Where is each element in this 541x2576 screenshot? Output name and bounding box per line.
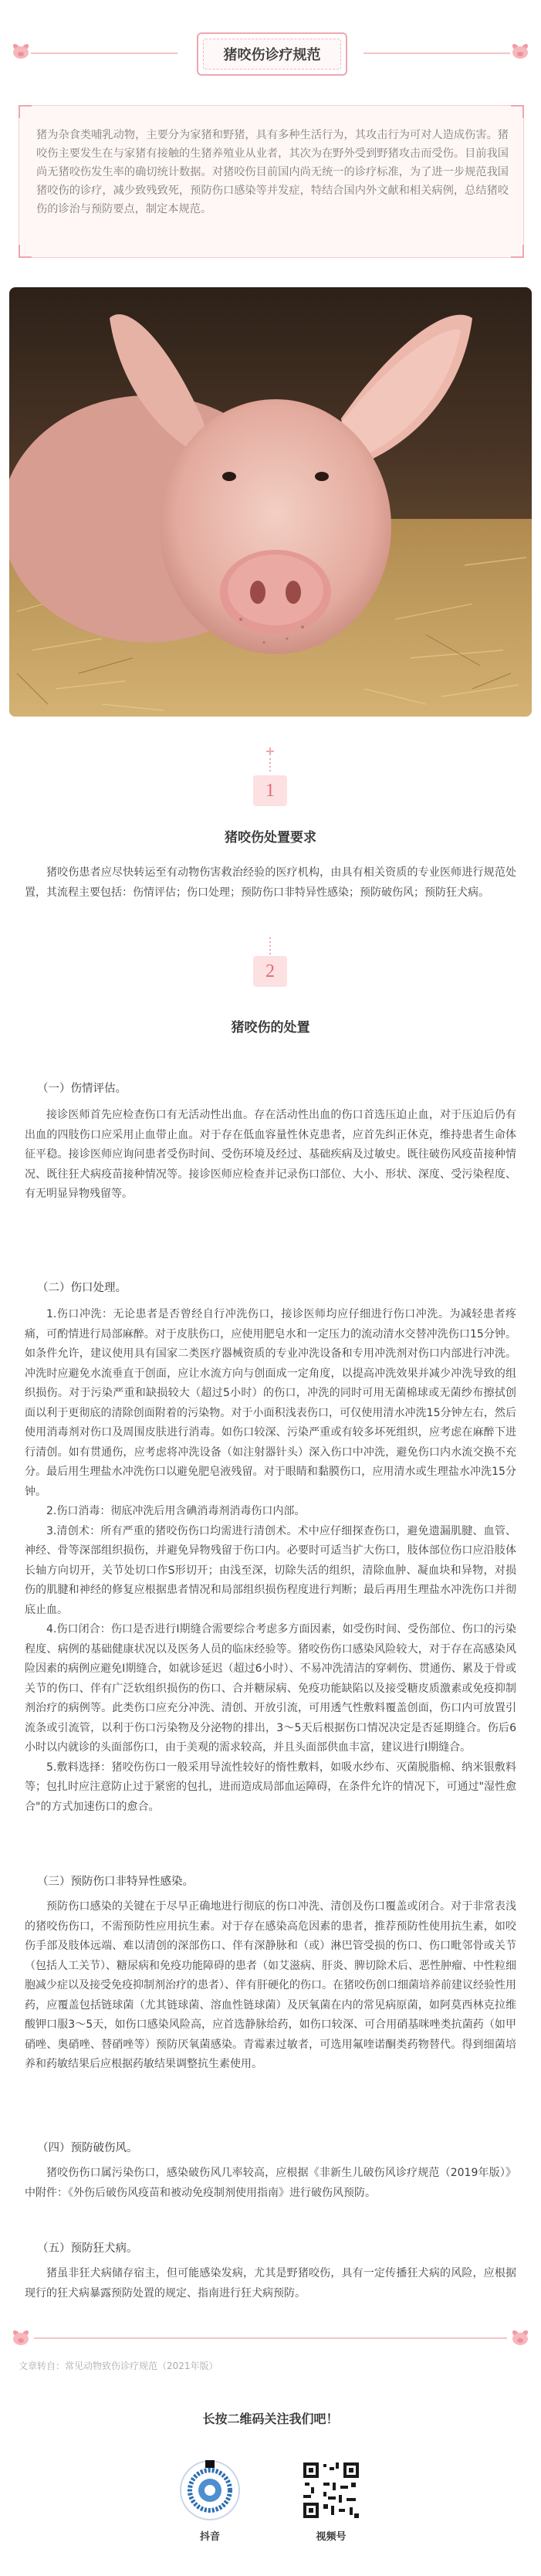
- corner-bracket-icon: [19, 244, 32, 258]
- section-1-heading: 猪咬伤处置要求: [225, 830, 316, 846]
- douyin-label: 抖音: [199, 2531, 220, 2543]
- pig-photo: [9, 287, 532, 717]
- subheading-infection: （三）预防伤口非特异性感染。: [37, 1876, 194, 1888]
- dotted-line: [269, 758, 271, 774]
- title-banner: [0, 28, 541, 82]
- pig-icon: [11, 2330, 31, 2347]
- wound-body: [25, 1305, 516, 1817]
- section-1-marker: [246, 747, 294, 819]
- infection-body: [25, 1897, 516, 2075]
- page-title: 猪咬伤诊疗规范: [203, 39, 341, 69]
- subheading-wound: （二）伤口处理。: [37, 1282, 127, 1294]
- infection-paragraph: 预防伤口感染的关键在于尽早正确地进行彻底的伤口冲洗、清创及伤口覆盖或闭合。对于非常表浅的猪咬伤伤口，不需预防性应用抗生素。对于存在感染高危因素的患者，推荐预防性使用抗生素，如咬伤手部及肢体远端、难以清创的深部伤口、伴有深静脉和（或）淋巴管受损的伤口、伤口毗邻骨或关节（包括人工关节）、糖尿病和免疫功能障碍的患者（如艾滋病、肝炎、脾切除术后、恶性肿瘤、中性粒细胞减少症以及接受免疫抑制剂治疗的患者）、伴有肝硬化的伤口。在猪咬伤创口细菌培养前建议经验性用药，应覆盖包括链球菌（尤其链球菌、溶血性链球菌）及厌氧菌在内的常见病原菌，如阿莫西林克拉维酸钾口服3～5天，如伤口感染风险高，应首选静脉给药，如伤口较深、可合用硝基咪唑类抗菌药（如甲硝唑、奥硝唑、替硝唑等）预防厌氧菌感染。青霉素过敏者，可选用氟喹诺酮类药物替代。得到细菌培养和药敏结果后应根据药敏结果调整抗生素使用。: [25, 1900, 516, 2070]
- section-1-paragraph: 猪咬伤患者应尽快转运至有动物伤害救治经验的医疗机构，由具有相关资质的专业医师进行规范处置，其流程主要包括：伤情评估；伤口处理；预防伤口非特异性感染；预防破伤风；预防狂犬病。: [25, 866, 516, 899]
- subheading-assess: （一）伤情评估。: [37, 1083, 127, 1095]
- pig-illustration: [9, 287, 532, 717]
- intro-text: 猪为杂食类哺乳动物，主要分为家猪和野猪，具有多种生活行为，其攻击行为可对人造成伤害。猪咬伤主要发生在与家猪有接触的生猪养殖业从业者，其次为在野外受到野猪攻击而受伤。目前我国尚无猪咬伤发生率的确切统计数据。对猪咬伤目前国内尚无统一的诊疗标准，为了进一步规范我国猪咬伤的诊疗，减少致残致死，预防伤口感染等并发症，特结合国内外文献和相关病例，总结猪咬伤的诊治与预防要点，制定本规范。: [36, 129, 509, 215]
- section-2-heading: 猪咬伤的处置: [231, 1020, 310, 1035]
- divider: [0, 2323, 541, 2354]
- qr-code-icon: [300, 2459, 362, 2521]
- douyin-qr-code[interactable]: [179, 2459, 241, 2521]
- wound-step-4: 4.伤口闭合：伤口是否进行Ⅰ期缝合需要综合考虑多方面因素，如受伤时间、受伤部位、伤口的污染程度、病例的基础健康状况以及医务人员的临床经验等。猪咬伤伤口感染风险较大，对于存在高感染风险因素的病例应避免Ⅰ期缝合，如就诊延迟（超过6小时）、不易冲洗清洁的穿刺伤、贯通伤、累及于骨或关节的伤口、伴有广泛软组织损伤的伤口、合并糖尿病、免疫功能缺陷以及接受糖皮质激素或免疫抑制剂治疗的病例等。此类伤口应充分冲洗、清创、开放引流，可用透气性敷料覆盖创面，伤口内可放置引流条或引流管，以利于伤口污染物及分泌物的排出，3～5天后根据伤口情况决定是否延期缝合。伤后6小时以内就诊的头面部伤口，由于美观的需求较高，并且头面部供血丰富，建议进行Ⅰ期缝合。: [25, 1623, 516, 1754]
- dotted-line: [269, 937, 271, 954]
- rabies-paragraph: 猪虽非狂犬病储存宿主，但可能感染发病，尤其是野猪咬伤，具有一定传播狂犬病的风险，应根据现行的狂犬病暴露预防处置的规定、指南进行狂犬病预防。: [25, 2267, 516, 2300]
- tetanus-paragraph: 猪咬伤伤口属污染伤口，感染破伤风几率较高，应根据《非新生儿破伤风诊疗规范（2019年版）》中附件：《外伤后破伤风疫苗和被动免疫制剂使用指南》进行破伤风预防。: [25, 2167, 516, 2199]
- wound-step-5: 5.敷料选择：猪咬伤伤口一般采用导流性较好的惰性敷料，如吸水纱布、灭菌脱脂棉、纳米银敷料等；包扎时应注意防止过于紧密的包扎，进而造成局部血运障碍，在条件允许的情况下，可通过"湿性愈合"的方式加速伤口的愈合。: [25, 1761, 516, 1813]
- wound-step-1: 1.伤口冲洗：无论患者是否曾经自行冲洗伤口，接诊医师均应仔细进行伤口冲洗。为减轻患者疼痛，可酌情进行局部麻醉。对于皮肤伤口，应使用肥皂水和一定压力的流动清水交替冲洗伤口15分钟。如条件允许，建议使用具有国家二类医疗器械资质的专业冲洗设备和专用冲洗剂对伤口内部进行冲洗。冲洗时应避免水流垂直于创面，应让水流方向与创面成一定角度，以提高冲洗效果并减少冲洗导致的组织损伤。对于污染严重和缺损较大（超过5小时）的伤口，冲洗的同时可用无菌棉球或无菌纱布擦拭创面以利于更彻底的清除创面附着的污染物。对于小面积浅表伤口，可仅使用清水冲洗15分钟左右，然后使用消毒剂对伤口及周围皮肤进行消毒。如伤口较深、污染严重或有较多坏死组织，应考虑在麻醉下进行清创。如有贯通伤，应考虑将冲洗设备（如注射器针头）深入伤口中冲洗，避免伤口内水流交换不充分。最后用生理盐水冲洗伤口以避免肥皂液残留。对于眼睛和黏膜伤口，应用清水或生理盐水冲洗15分钟。: [25, 1308, 516, 1498]
- video-channel-label: 视频号: [316, 2531, 347, 2543]
- wound-step-3: 3.清创术：所有严重的猪咬伤伤口均需进行清创术。术中应仔细探查伤口，避免遗漏肌腱、血管、神经、骨等深部组织损伤，并避免异物残留于伤口内。必要时可适当扩大伤口，肢体部位伤口应沿肢体长轴方向切开，关节处切口作S形切开；由浅至深，切除失活的组织，清除血肿、凝血块和异物，对损伤的肌腱和神经的修复应根据患者情况和局部组织损伤程度进行判断；最后再用生理盐水冲洗伤口并彻底止血。: [25, 1524, 516, 1616]
- corner-bracket-icon: [510, 105, 524, 119]
- subheading-rabies: （五）预防狂犬病。: [37, 2242, 138, 2255]
- corner-bracket-icon: [510, 244, 524, 258]
- source-note: 文章转自：常见动物致伤诊疗规范（2021年版）: [19, 2361, 218, 2371]
- pig-icon: [510, 43, 530, 60]
- qr-code-icon: [179, 2459, 241, 2521]
- title-line-right: [363, 53, 510, 54]
- wound-step-2: 2.伤口消毒：彻底冲洗后用含碘消毒剂消毒伤口内部。: [46, 1505, 306, 1517]
- tetanus-body: [25, 2164, 516, 2203]
- assess-body: [25, 1106, 516, 1205]
- section-number: 1: [253, 775, 287, 806]
- section-2-marker: [246, 937, 294, 999]
- title-box: [197, 32, 347, 76]
- rabies-body: [25, 2264, 516, 2303]
- plus-icon: [266, 747, 274, 755]
- section-number: 2: [253, 956, 287, 987]
- intro-box: [19, 105, 524, 258]
- assess-paragraph: 接诊医师首先应检查伤口有无活动性出血。存在活动性出血的伤口首选压迫止血，对于压迫后仍有出血的四肢伤口应采用止血带止血。对于存在低血容量性休克患者，应首先纠正休克，维持患者生命体征平稳。接诊医师应询问患者受伤时间、受伤环境及经过、基础疾病及过敏史。既往破伤风疫苗接种情况、既往狂犬病疫苗接种情况等。接诊医师应检查并记录伤口部位、大小、形状、深度、受污染程度、有无明显异物残留等。: [25, 1109, 516, 1200]
- divider-line: [34, 2337, 507, 2339]
- pig-icon: [510, 2330, 530, 2347]
- subheading-tetanus: （四）预防破伤风。: [37, 2142, 138, 2154]
- pig-icon: [11, 43, 31, 60]
- video-channel-qr-code[interactable]: [300, 2459, 362, 2521]
- section-1-body: [25, 863, 516, 903]
- footer-title: 长按二维码关注我们吧！: [202, 2412, 339, 2426]
- corner-bracket-icon: [19, 105, 32, 119]
- title-line-left: [31, 53, 178, 54]
